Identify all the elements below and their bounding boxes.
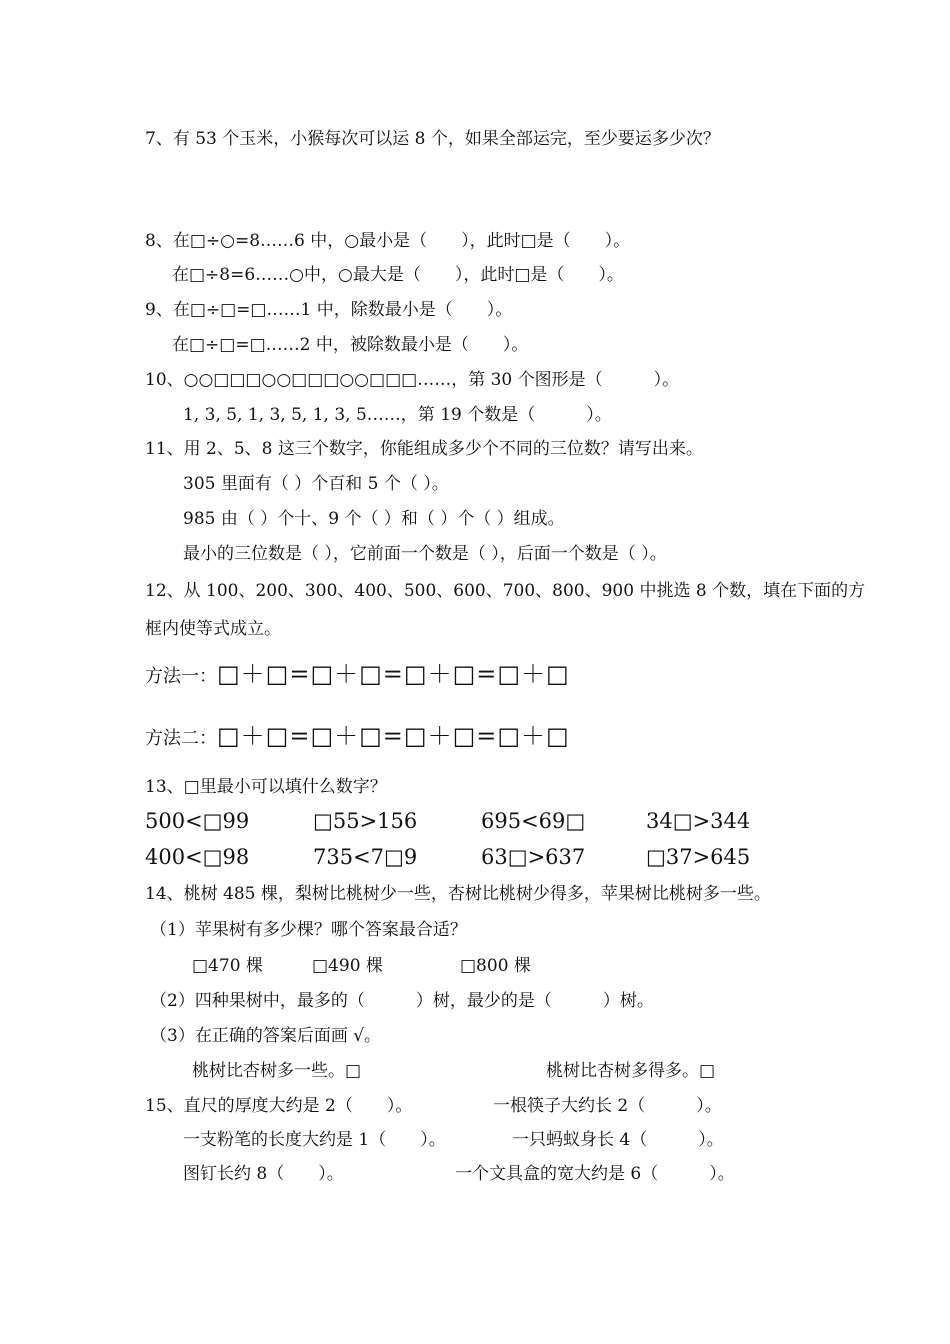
- question-11-line-3: 985 由（ ）个十、9 个（ ）和（ ）个（ ）组成。: [183, 509, 565, 529]
- question-7: 7、有 53 个玉米，小猴每次可以运 8 个，如果全部运完，至少要运多少次？: [145, 129, 720, 149]
- q14-option: □490 棵: [312, 956, 383, 976]
- question-13-title: 13、□里最小可以填什么数字？: [145, 777, 387, 797]
- q14-choice-b: 桃树比杏树多得多。□: [546, 1061, 716, 1081]
- question-15-b: 一根筷子大约长 2（ ）。: [493, 1096, 722, 1116]
- question-14-sub-1: （1）苹果树有多少棵？哪个答案最合适？: [150, 920, 467, 940]
- question-12-line-1: 12、从 100、200、300、400、500、600、700、800、900 中挑选 8 个数，填在下面的方: [145, 581, 866, 601]
- q13-item: 400<□98: [145, 845, 250, 869]
- q14-choice-a: 桃树比杏树多一些。□: [192, 1061, 362, 1081]
- q13-item: 63□>637: [481, 845, 586, 869]
- method-2: [145, 723, 570, 752]
- method-1: [145, 661, 570, 690]
- question-15-c: 一支粉笔的长度大约是 1（ ）。: [183, 1130, 446, 1150]
- question-9-line-1: 9、在□÷□=□……1 中，除数最小是（ ）。: [145, 300, 513, 320]
- q13-item: □55>156: [313, 809, 418, 833]
- question-11-line-4: 最小的三位数是（ ），它前面一个数是（ ），后面一个数是（ ）。: [183, 544, 667, 564]
- method-1-label: 方法一：: [145, 666, 217, 687]
- question-15-d: 一只蚂蚁身长 4（ ）。: [512, 1130, 724, 1150]
- question-8-line-1: 8、在□÷○=8……6 中，○最小是（ ），此时□是（ ）。: [145, 231, 631, 251]
- q14-option: □800 棵: [460, 956, 531, 976]
- q13-item: 735<7□9: [313, 845, 418, 869]
- q14-option: □470 棵: [192, 956, 263, 976]
- question-15-e: 图钉长约 8（ ）。: [183, 1164, 344, 1184]
- method-1-equation: □＋□=□＋□=□＋□=□＋□: [217, 660, 570, 688]
- question-14-sub-3: （3）在正确的答案后面画 √。: [150, 1026, 382, 1046]
- q13-item: 695<69□: [481, 809, 586, 833]
- method-2-label: 方法二：: [145, 728, 217, 749]
- question-12-line-2: 框内使等式成立。: [145, 619, 281, 639]
- question-11-line-1: 11、用 2、5、8 这三个数字，你能组成多少个不同的三位数？请写出来。: [145, 439, 703, 459]
- q13-item: □37>645: [646, 845, 751, 869]
- question-14-line-1: 14、桃树 485 棵，梨树比桃树少一些，杏树比桃树少得多，苹果树比桃树多一些。: [145, 884, 771, 904]
- question-10-line-2: 1, 3, 5, 1, 3, 5, 1, 3, 5……，第 19 个数是（ ）。: [183, 405, 612, 425]
- q13-item: 34□>344: [646, 809, 751, 833]
- question-15-a: 15、直尺的厚度大约是 2（ ）。: [145, 1096, 413, 1116]
- method-2-equation: □＋□=□＋□=□＋□=□＋□: [217, 722, 570, 750]
- question-14-sub-2: （2）四种果树中，最多的（ ）树，最少的是（ ）树。: [150, 991, 654, 1011]
- question-11-line-2: 305 里面有（ ）个百和 5 个（ ）。: [183, 474, 449, 494]
- q13-item: 500<□99: [145, 809, 250, 833]
- question-8-line-2: 在□÷8=6……○中，○最大是（ ），此时□是（ ）。: [172, 265, 624, 285]
- question-15-f: 一个文具盒的宽大约是 6（ ）。: [455, 1164, 735, 1184]
- question-9-line-2: 在□÷□=□……2 中，被除数最小是（ ）。: [172, 335, 529, 355]
- question-10-line-1: 10、○○□□□○○□□□○○□□□……，第 30 个图形是（ ）。: [145, 370, 680, 390]
